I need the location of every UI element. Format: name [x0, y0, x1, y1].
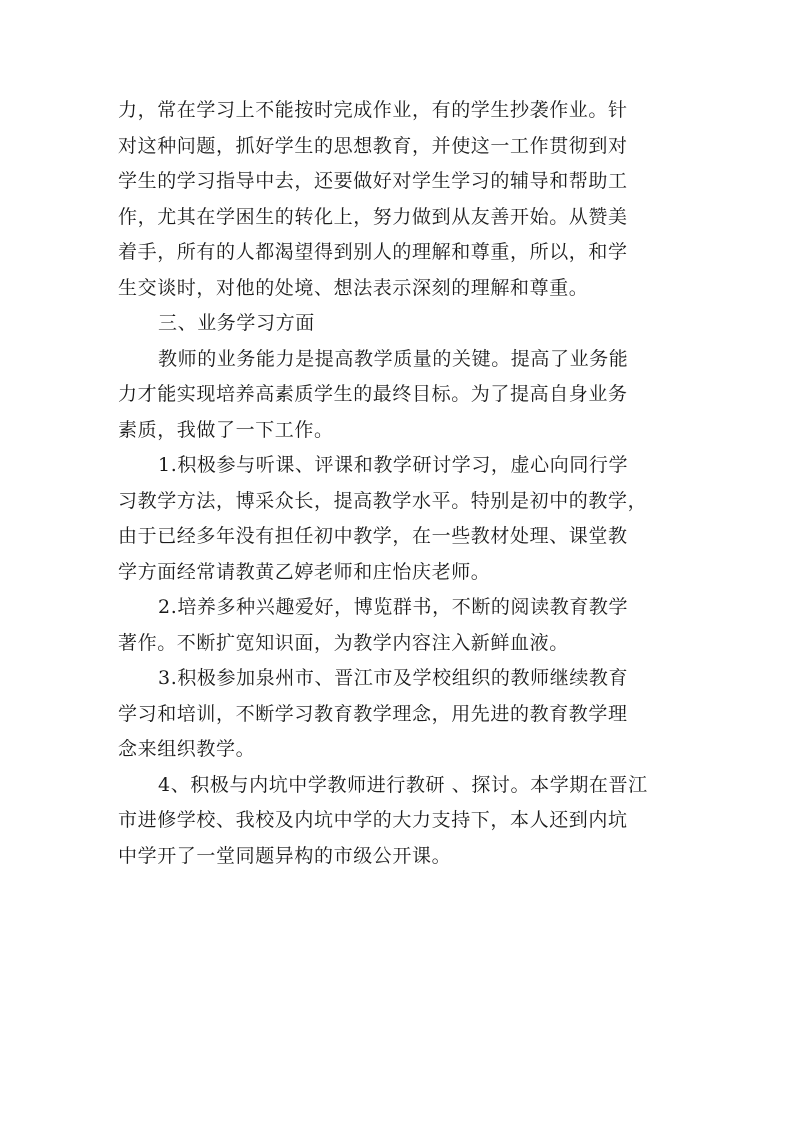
list-item-3: 3.积极参加泉州市、晋江市及学校组织的教师继续教育	[158, 667, 629, 689]
text-line: 著作。不断扩宽知识面，为教学内容注入新鲜血液。	[118, 631, 569, 654]
text-line: 对这种问题，抓好学生的思想教育，并使这一工作贯彻到对	[118, 134, 628, 157]
text-line: 着手，所有的人都渴望得到别人的理解和尊重，所以，和学	[118, 241, 628, 263]
text-line: 市进修学校、我校及内坑中学的大力支持下，本人还到内坑	[118, 809, 628, 831]
document-body	[118, 93, 683, 874]
text-line: 学习和培训，不断学习教育教学理念，用先进的教育教学理	[118, 702, 628, 725]
text-line: 念来组织教学。	[118, 738, 256, 760]
list-item-4: 4、积极与内坑中学教师进行教研 、探讨。本学期在晋江	[158, 773, 648, 796]
text-line: 素质，我做了一下工作。	[118, 418, 334, 441]
text-line: 作，尤其在学困生的转化上，努力做到从友善开始。从赞美	[118, 205, 628, 228]
text-line: 习教学方法，博采众长，提高教学水平。特别是初中的教学，	[118, 489, 648, 512]
list-item-1: 1.积极参与听课、评课和教学研讨学习，虚心向同行学	[158, 454, 629, 476]
text-line: 中学开了一堂同题异构的市级公开课。	[118, 844, 452, 867]
text-line: 力才能实现培养高素质学生的最终目标。为了提高自身业务	[118, 383, 628, 405]
text-line: 教师的业务能力是提高教学质量的关键。提高了业务能	[158, 347, 629, 370]
text-line: 生交谈时，对他的处境、想法表示深刻的理解和尊重。	[118, 276, 589, 299]
text-line: 学方面经常请教黄乙婷老师和庄怡庆老师。	[118, 560, 491, 583]
text-line: 力，常在学习上不能按时完成作业，有的学生抄袭作业。针	[118, 99, 628, 121]
text-line: 学生的学习指导中去，还要做好对学生学习的辅导和帮助工	[118, 170, 628, 192]
text-line: 由于已经多年没有担任初中教学，在一些教材处理、课堂教	[118, 525, 628, 547]
list-item-2: 2.培养多种兴趣爱好，博览群书，不断的阅读教育教学	[158, 596, 629, 618]
section-heading: 三、业务学习方面	[158, 312, 315, 334]
